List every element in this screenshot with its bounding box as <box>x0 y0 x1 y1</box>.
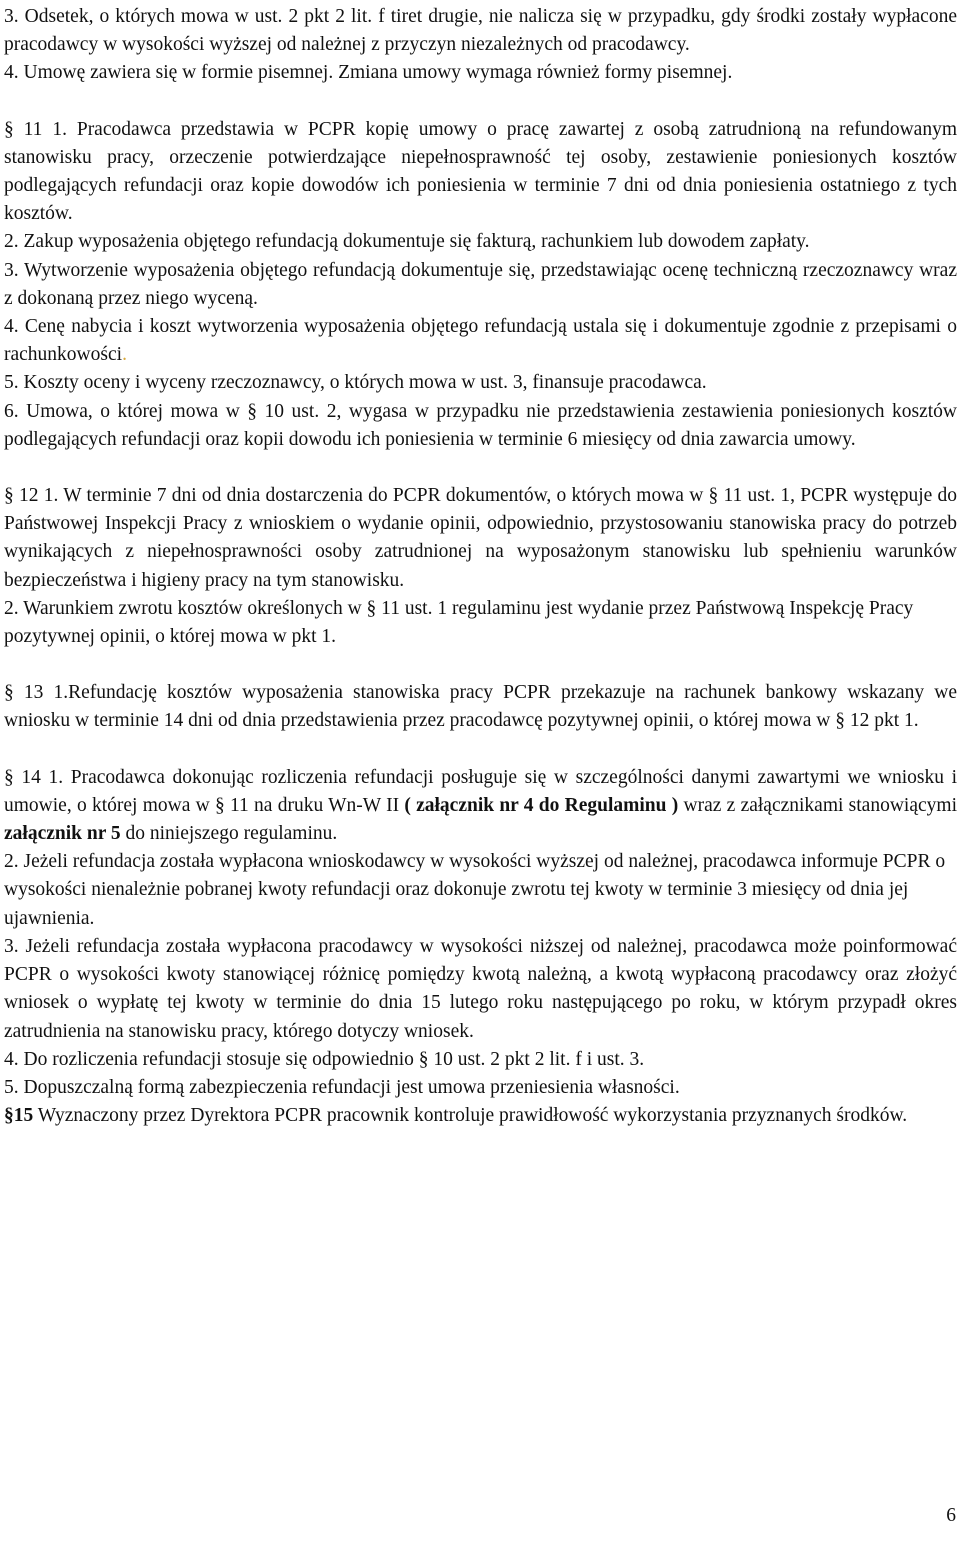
section-15 <box>4 1102 957 1130</box>
paragraph: 2. Jeżeli refundacja została wypłacona wnioskodawcy w wysokości wyższej od należnej, pracodawca informuje PCPR o wysokości nienależnie pobranej kwoty refundacji oraz dokonuje zwrotu tej kwoty w terminie 3 miesięcy od dnia jej ujawnienia. <box>4 851 946 929</box>
paragraph-text: 1. Pracodawca dokonując rozliczenia refundacji posługuje się w szczególności danymi zawartymi we wniosku i umowie, o której mowa w § 11 na druku Wn-W II <box>4 766 958 816</box>
paragraph-text: Wyznaczony przez Dyrektora PCPR pracownik kontroluje prawidłowość wykorzystania przyznanych środków. <box>33 1105 908 1127</box>
section-heading: § 14 <box>4 766 41 788</box>
page-number: 6 <box>946 1505 956 1526</box>
paragraph: 6. Umowa, o której mowa w § 10 ust. 2, wygasa w przypadku nie przedstawienia zestawienia poniesionych kosztów podlegających refundacji oraz kopii dowodu ich poniesienia w terminie 6 miesięcy od dnia zawarcia umowy. <box>4 400 957 450</box>
spacer <box>4 651 957 679</box>
paragraph: 5. Dopuszczalną formą zabezpieczenia refundacji jest umowa przeniesienia własności. <box>4 1076 680 1098</box>
section-13-point-1 <box>4 679 957 735</box>
paragraph: 3. Odsetek, o których mowa w ust. 2 pkt 2 lit. f tiret drugie, nie nalicza się w przypadku, gdy środki zostały wypłacone pracodawcy w wysokości wyższej od należnej z przyczyn niezależnych od pracodawcy. <box>4 6 957 56</box>
attachment-reference: ( załącznik nr 4 do Regulaminu ) <box>404 794 679 816</box>
spacer <box>4 736 957 764</box>
paragraph: 2. Warunkiem zwrotu kosztów określonych w § 11 ust. 1 regulaminu jest wydanie przez Państwową Inspekcję Pracy pozytywnej opinii, o której mowa w pkt 1. <box>4 597 914 648</box>
paragraph-text: wraz z załącznikami stanowiącymi <box>678 794 957 816</box>
paragraph-text: 1. W terminie 7 dni od dnia dostarczenia do PCPR dokumentów, o których mowa w § 11 ust. 1, PCPR występuje do Państwowej Inspekcji Pracy z wnioskiem o wydanie opinii, odpowiednio, przystosowaniu stanowiska pracy do potrzeb wynikających z niepełnosprawności osoby zatrudnionej na wyposażonym stanowisku lub spełnieniu warunków bezpieczeństwa i higieny pracy na tym stanowisku. <box>4 485 958 591</box>
section-heading: § 13 <box>4 682 44 704</box>
section-heading: § 12 <box>4 485 39 507</box>
section-12-point-1 <box>4 482 957 595</box>
section-heading: § 11 <box>4 118 43 140</box>
paragraph: 2. Zakup wyposażenia objętego refundacją dokumentuje się fakturą, rachunkiem lub dowodem zapłaty. <box>4 231 810 253</box>
section-heading: §15 <box>4 1105 34 1127</box>
spacer <box>4 88 957 116</box>
paragraph: 5. Koszty oceny i wyceny rzeczoznawcy, o których mowa w ust. 3, finansuje pracodawca. <box>4 372 707 394</box>
highlighted-period: . <box>122 344 127 366</box>
attachment-reference: załącznik nr 5 <box>4 823 121 845</box>
section-11-point-1 <box>4 116 957 229</box>
paragraph-text: do niniejszego regulaminu. <box>120 823 338 845</box>
paragraph: 3. Jeżeli refundacja została wypłacona pracodawcy w wysokości niższej od należnej, pracodawca może poinformować PCPR o wysokości kwoty stanowiącej różnicę pomiędzy kwotą należną, a kwotą wypłaconą pracodawcy oraz złożyć wniosek o wypłatę tej kwoty w terminie do dnia 15 lutego roku następującego po roku, w którym przypadł okres zatrudnienia na stanowisku pracy, którego dotyczy wniosek. <box>4 935 957 1042</box>
spacer <box>4 454 957 482</box>
document-page <box>4 3 957 1130</box>
paragraph-text: 1.Refundację kosztów wyposażenia stanowiska pracy PCPR przekazuje na rachunek bankowy wskazany we wniosku w terminie 14 dni od dnia przedstawienia przez pracodawcę pozytywnej opinii, o której mowa w § 12 pkt 1. <box>4 682 958 732</box>
paragraph-text: 1. Pracodawca przedstawia w PCPR kopię umowy o pracę zawartej z osobą zatrudnioną na refundowanym stanowisku pracy, orzeczenie potwierdzające niepełnosprawność tej osoby, zestawienie poniesionych kosztów podlegających refundacji oraz kopie dowodów ich poniesienia w terminie 7 dni od dnia poniesienia ostatniego z tych kosztów. <box>4 118 958 225</box>
paragraph <box>4 313 957 369</box>
section-14-point-1 <box>4 764 957 849</box>
paragraph: 4. Umowę zawiera się w formie pisemnej. Zmiana umowy wymaga również formy pisemnej. <box>4 62 733 84</box>
paragraph: 4. Do rozliczenia refundacji stosuje się odpowiednio § 10 ust. 2 pkt 2 lit. f i ust. 3. <box>4 1048 645 1070</box>
paragraph-text: 4. Cenę nabycia i koszt wytworzenia wyposażenia objętego refundacją ustala się i dokumentuje zgodnie z przepisami o rachunkowości <box>4 316 957 366</box>
paragraph: 3. Wytworzenie wyposażenia objętego refundacją dokumentuje się, przedstawiając ocenę techniczną rzeczoznawcy wraz z dokonaną przez niego wyceną. <box>4 259 957 309</box>
